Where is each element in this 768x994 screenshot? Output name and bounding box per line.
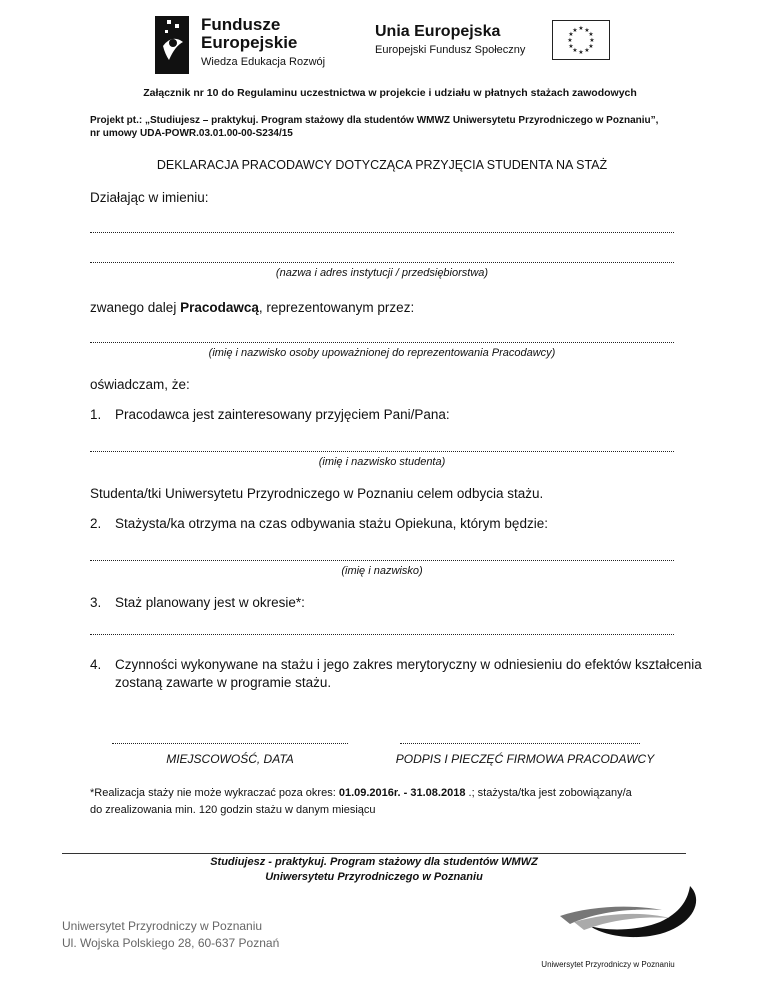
student-line bbox=[90, 451, 674, 452]
project-line-1: Projekt pt.: „Studiujesz – praktykuj. Program stażowy dla studentów WMWZ Uniwersytetu Przyrodniczego w Poznaniu”, bbox=[90, 115, 659, 126]
item-2-number: 2. bbox=[90, 516, 102, 531]
item-1-text: Pracodawca jest zainteresowany przyjęciem Pani/Pana: bbox=[115, 407, 450, 422]
eu-subtitle: Europejski Fundusz Społeczny bbox=[375, 44, 526, 56]
called-prefix: zwanego dalej bbox=[90, 300, 181, 315]
fe-logo bbox=[155, 16, 355, 76]
fe-logo-line3: Wiedza Edukacja Rozwój bbox=[201, 56, 326, 68]
hint-representative: (imię i nazwisko osoby upoważnionej do reprezentowania Pracodawcy) bbox=[208, 347, 556, 359]
svg-text:★: ★ bbox=[572, 47, 578, 54]
item-1-number: 1. bbox=[90, 407, 102, 422]
item-4-number: 4. bbox=[90, 657, 102, 672]
svg-text:★: ★ bbox=[584, 47, 590, 54]
representative-line bbox=[90, 342, 674, 343]
footer-address-line-2: Ul. Wojska Polskiego 28, 60-637 Poznań bbox=[62, 936, 280, 950]
university-logo-caption: Uniwersytet Przyrodniczy w Poznaniu bbox=[541, 960, 675, 969]
footer-program-line-1: Studiujesz - praktykuj. Program stażowy dla studentów WMWZ bbox=[210, 856, 538, 868]
item-4-text-line-1: Czynności wykonywane na stażu i jego zakres merytoryczny w odniesieniu do efektów kształcenia bbox=[115, 657, 702, 672]
institution-line-2 bbox=[90, 262, 674, 263]
declare-label: oświadczam, że: bbox=[90, 377, 190, 392]
item-3-number: 3. bbox=[90, 595, 102, 610]
institution-line-1 bbox=[90, 232, 674, 233]
signature-line bbox=[400, 743, 640, 744]
hint-name: (imię i nazwisko) bbox=[341, 565, 423, 577]
svg-text:★: ★ bbox=[572, 27, 578, 34]
footer-rule bbox=[62, 853, 686, 854]
student-statement: Studenta/tki Uniwersytetu Przyrodniczego w Poznaniu celem odbycia stażu. bbox=[90, 486, 544, 501]
eu-logo-text bbox=[375, 22, 545, 62]
footer-address-line-1: Uniwersytet Przyrodniczy w Poznaniu bbox=[62, 919, 263, 933]
called-employer-line bbox=[90, 300, 414, 315]
item-2-text: Stażysta/ka otrzyma na czas odbywania stażu Opiekuna, którym będzie: bbox=[115, 516, 548, 531]
svg-text:★: ★ bbox=[588, 31, 594, 38]
footer-program-line-2: Uniwersytetu Przyrodniczego w Poznaniu bbox=[265, 871, 483, 883]
fe-logo-icon bbox=[155, 16, 189, 74]
svg-text:★: ★ bbox=[568, 31, 574, 38]
place-date-label: MIEJSCOWOŚĆ, DATA bbox=[166, 752, 294, 766]
fe-logo-line1: Fundusze bbox=[201, 15, 281, 34]
document-title: DEKLARACJA PRACODAWCY DOTYCZĄCA PRZYJĘCIA STUDENTA NA STAŻ bbox=[156, 158, 608, 172]
svg-text:★: ★ bbox=[568, 43, 574, 50]
item-3-text: Staż planowany jest w okresie*: bbox=[115, 595, 305, 610]
hint-institution: (nazwa i adres instytucji / przedsiębiorstwa) bbox=[275, 267, 489, 279]
supervisor-line bbox=[90, 560, 674, 561]
footnote-line-2: do zrealizowania min. 120 godzin stażu w danym miesiącu bbox=[90, 804, 376, 816]
university-logo-icon bbox=[540, 882, 710, 952]
svg-text:★: ★ bbox=[584, 27, 590, 34]
svg-text:★: ★ bbox=[578, 25, 584, 32]
acting-label: Działając w imieniu: bbox=[90, 190, 209, 205]
footnote-a: *Realizacja staży nie może wykraczać poza okres: bbox=[90, 787, 339, 799]
svg-text:★: ★ bbox=[589, 37, 595, 44]
eu-flag-icon bbox=[552, 20, 610, 60]
signature-label: PODPIS I PIECZĘĆ FIRMOWA PRACODAWCY bbox=[395, 752, 655, 766]
hint-student: (imię i nazwisko studenta) bbox=[318, 456, 446, 468]
called-bold: Pracodawcą bbox=[180, 300, 259, 315]
footnote-line-1 bbox=[90, 787, 632, 799]
annex-title: Załącznik nr 10 do Regulaminu uczestnictwa w projekcie i udziału w płatnych stażach zawodowych bbox=[143, 87, 637, 99]
project-line-2: nr umowy UDA-POWR.03.01.00-00-S234/15 bbox=[90, 128, 293, 139]
item-4-text-line-2: zostaną zawarte w programie stażu. bbox=[115, 675, 332, 690]
svg-text:★: ★ bbox=[567, 37, 573, 44]
place-date-line bbox=[112, 743, 348, 744]
called-suffix: , reprezentowanym przez: bbox=[258, 300, 415, 315]
period-line bbox=[90, 634, 674, 635]
svg-text:★: ★ bbox=[588, 43, 594, 50]
footnote-b: .; stażysta/tka jest zobowiązany/a bbox=[465, 787, 632, 799]
eu-title: Unia Europejska bbox=[375, 23, 501, 40]
fe-logo-line2: Europejskie bbox=[201, 33, 298, 52]
footnote-dates: 01.09.2016r. - 31.08.2018 bbox=[338, 787, 466, 799]
svg-text:★: ★ bbox=[578, 49, 584, 56]
